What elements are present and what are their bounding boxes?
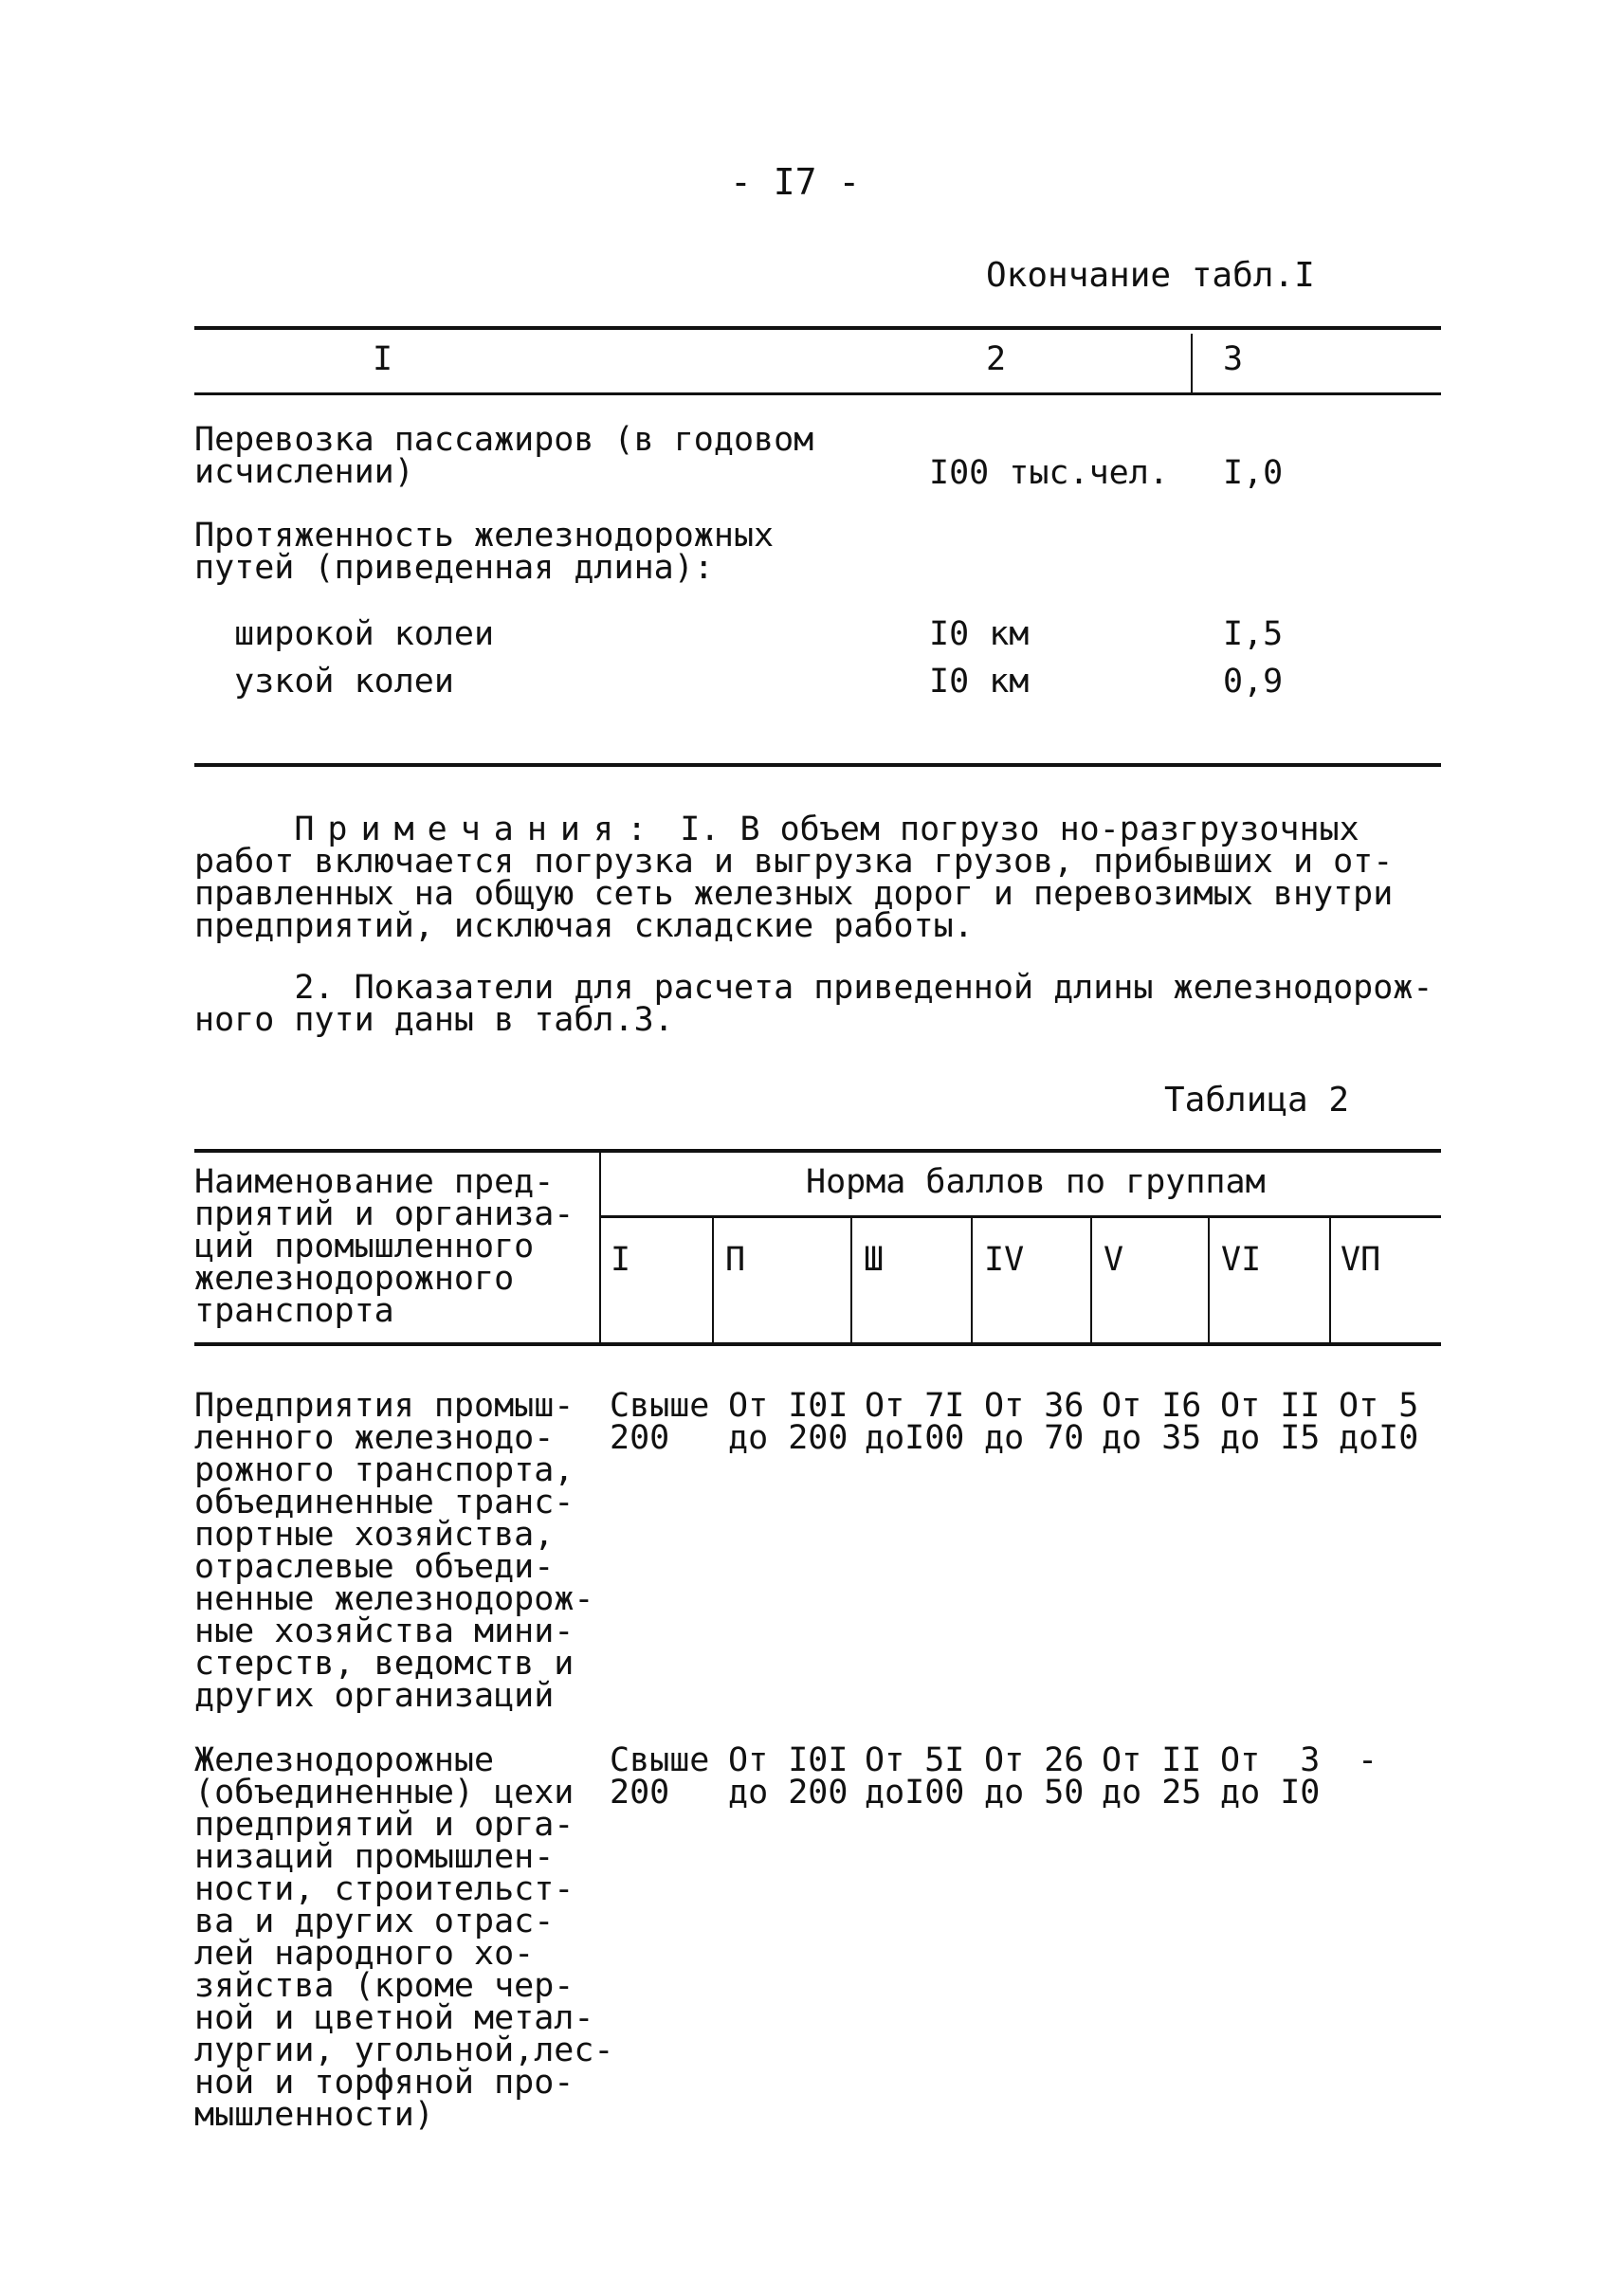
note-1-first-line: I. В объем погрузо но-разгрузочных [660, 811, 1359, 848]
table-2-col-divider [1208, 1218, 1210, 1342]
table-2-cell: От 5 доI0 [1339, 1387, 1419, 1457]
table-1-header-col-2: 2 [986, 340, 1007, 378]
table-1-row-value: I,0 [1223, 454, 1284, 492]
table-2-group-header: VП [1341, 1241, 1381, 1279]
table-2-group-rule [601, 1215, 1441, 1218]
table-2-header-name: Наименование пред- приятий и организа- ций промышленного железнодорожного транспорта [194, 1163, 575, 1330]
table-2-cell: Свыше 200 [610, 1741, 710, 1812]
table-2-group-header: V [1104, 1241, 1124, 1279]
note-1-text: работ включается погрузка и выгрузка грузов, прибывших и от- правленных на общую сеть железных дорог и перевозимых внутри предприятий, исключая складские работы. [194, 843, 1394, 945]
table-1-bottom-rule [194, 763, 1441, 767]
table-1-row-name: узкой колеи [194, 663, 454, 701]
table-2-col-divider [1090, 1218, 1092, 1342]
table-2-cell: - [1358, 1741, 1378, 1779]
table-1-row-name: Перевозка пассажиров (в годовом исчислении) [194, 421, 814, 491]
table-2-header-group: Норма баллов по группам [806, 1163, 1266, 1201]
table-2-group-header: IV [984, 1241, 1025, 1279]
notes-heading: Примечания: [294, 811, 661, 848]
table-1-row-unit: I0 км [929, 615, 1030, 653]
table-2-name-divider [599, 1153, 601, 1342]
table-1-header-col-1: I [373, 340, 393, 378]
table-2-col-divider [971, 1218, 973, 1342]
table-1-row-value: 0,9 [1223, 663, 1284, 701]
table-2-header-bottom-rule [194, 1342, 1441, 1346]
table-1-header-divider [1191, 334, 1193, 392]
table-1-row-unit: I0 км [929, 663, 1030, 701]
table-2-group-header: Ш [864, 1241, 885, 1279]
table-2-col-divider [1329, 1218, 1331, 1342]
table-2-cell: От I6 до 35 [1102, 1387, 1202, 1457]
table-2-col-divider [712, 1218, 714, 1342]
table-2-cell: От I0I до 200 [728, 1387, 848, 1457]
table-2-cell: Свыше 200 [610, 1387, 710, 1457]
table-1-header-rule [194, 392, 1441, 395]
table-2-cell: От 3 до I0 [1220, 1741, 1321, 1812]
table-2-group-header: I [611, 1241, 631, 1279]
notes-line-1 [194, 813, 1359, 846]
table-1-top-rule [194, 326, 1441, 330]
table-2-label: Таблица 2 [1164, 1081, 1350, 1120]
table-2-top-rule [194, 1149, 1441, 1153]
table-2-col-divider [850, 1218, 852, 1342]
page-number: - I7 - [730, 161, 861, 203]
table-2-row-name: Предприятия промыш- ленного железнодо- рожного транспорта, объединенные транс- портные хозяйства, отраслевые объеди- ненные железнодорож- ные хозяйства мини- стерств, ведомств и других организаций [194, 1387, 594, 1715]
table-1-row-name: широкой колеи [194, 615, 495, 653]
table-2-group-header: VI [1221, 1241, 1262, 1279]
table-continuation-label: Окончание табл.I [986, 256, 1315, 295]
table-2-cell: От 7I доI00 [865, 1387, 965, 1457]
table-2-cell: От II до 25 [1102, 1741, 1202, 1812]
table-2-cell: От I0I до 200 [728, 1741, 848, 1812]
table-2-cell: От II до I5 [1220, 1387, 1321, 1457]
table-2-group-header: П [725, 1241, 746, 1279]
table-2-row-name: Железнодорожные (объединенные) цехи предприятий и орга- низаций промышлен- ности, строительст- ва и других отрас- лей народного хо- зяйства (кроме чер- ной и цветной метал- лургии, угольной,лес- ной и торфяной про- мышленности) [194, 1741, 614, 2134]
note-2-text: 2. Показатели для расчета приведенной длины железнодорож- ного пути даны в табл.3. [194, 969, 1433, 1039]
table-2-cell: От 5I доI00 [865, 1741, 965, 1812]
table-2-cell: От 26 до 50 [984, 1741, 1085, 1812]
table-2-cell: От 36 до 70 [984, 1387, 1085, 1457]
table-1-row-value: I,5 [1223, 615, 1284, 653]
table-1-row-name: Протяженность железнодорожных путей (приведенная длина): [194, 517, 775, 587]
table-1-header-col-3: 3 [1223, 340, 1244, 378]
table-1-row-unit: I00 тыс.чел. [929, 454, 1169, 492]
